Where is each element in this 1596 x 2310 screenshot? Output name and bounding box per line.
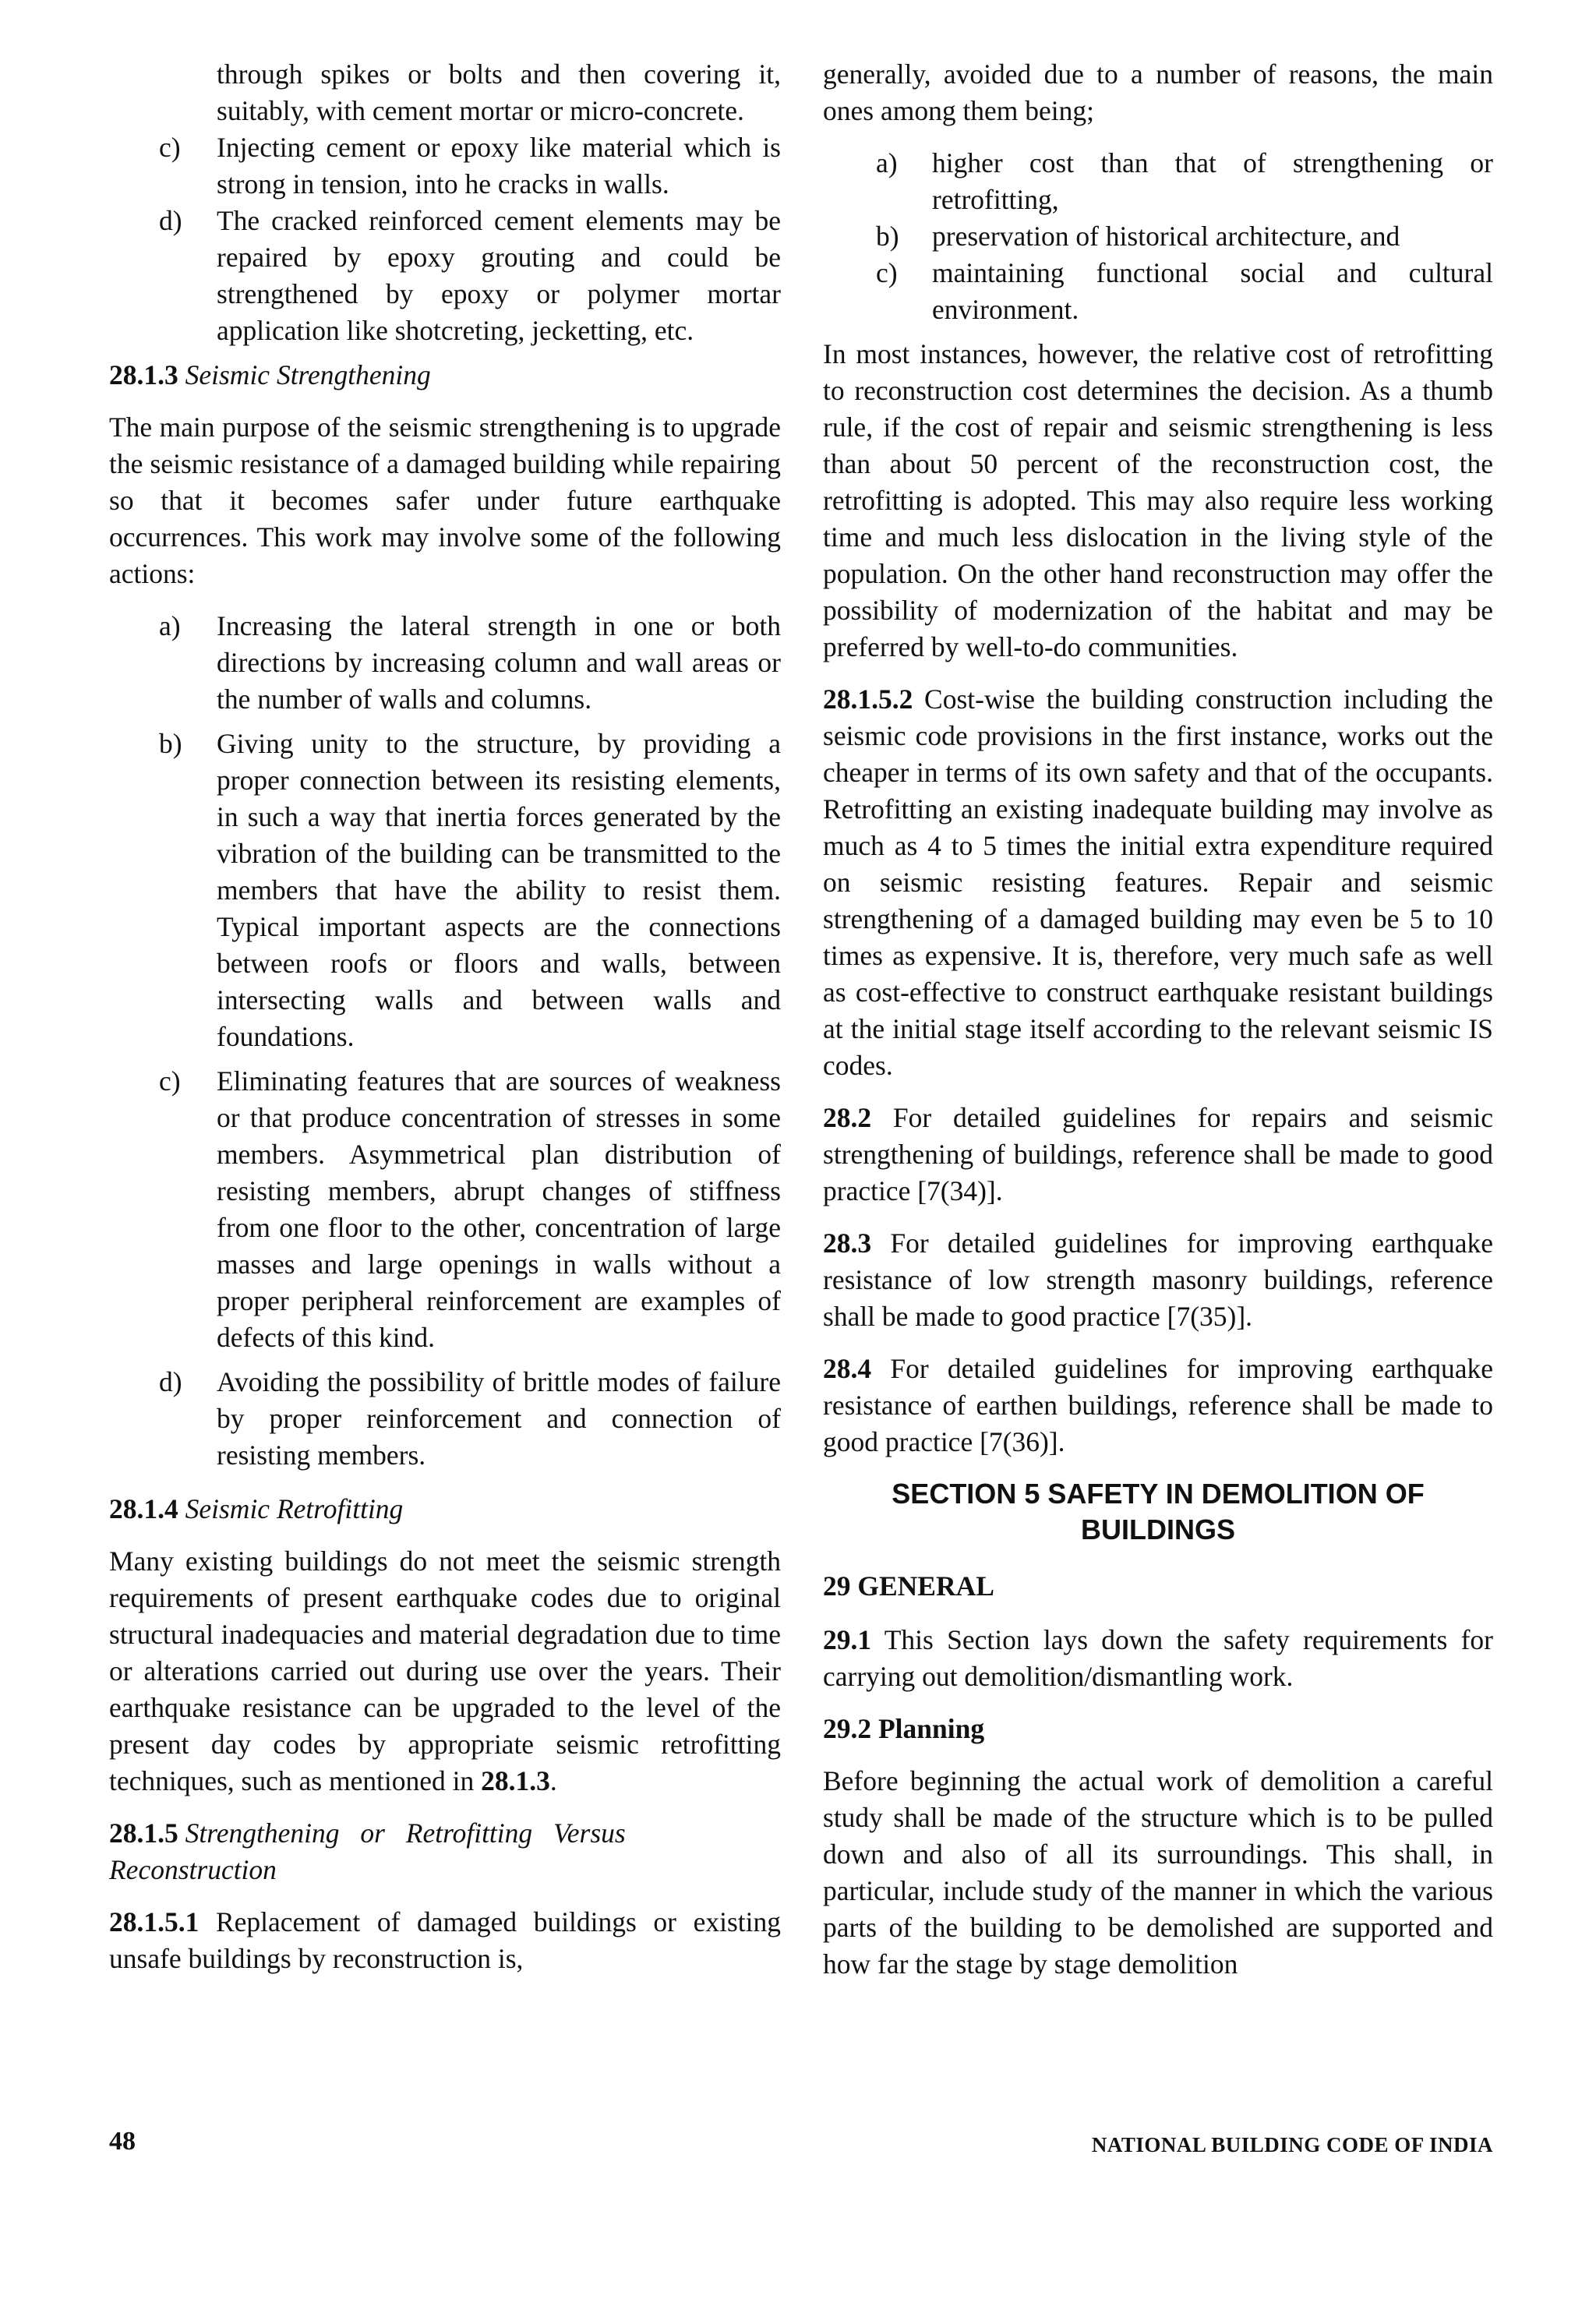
- paragraph-text: This Section lays down the safety requirements for carrying out demolition/dismantling work.: [823, 1624, 1493, 1692]
- clause-title: Strengthening or Retrofitting Versus Reconstruction: [109, 1817, 626, 1885]
- clause-heading-29: 29 GENERAL: [823, 1570, 994, 1602]
- paragraph-28-1-5-2: [823, 681, 1493, 1084]
- clause-heading-28-1-4: [109, 1491, 781, 1528]
- clause-title: Seismic Strengthening: [185, 359, 431, 390]
- list-item-a: [109, 608, 781, 718]
- paragraph-text: Many existing buildings do not meet the seismic strength requirements of present earthquake codes due to original structural inadequacies and material degradation due to time or alterations carried out during use over the years. Their earthquake resistance can be upgraded to the level of the present day codes by appropriate seismic retrofitting techniques, such as mentioned in: [109, 1545, 781, 1796]
- list-item-b: [823, 218, 1493, 255]
- clause-number: 28.2: [823, 1102, 872, 1133]
- list-marker: a): [159, 610, 181, 641]
- left-column: [109, 56, 781, 1993]
- list-marker: a): [876, 147, 898, 178]
- clause-number: 28.3: [823, 1227, 872, 1259]
- list-marker: c): [159, 1065, 181, 1097]
- list-item-text: maintaining functional social and cultural environment.: [932, 257, 1493, 325]
- list-marker: d): [159, 205, 182, 236]
- paragraph-text-end: .: [549, 1765, 557, 1796]
- clause-title: Seismic Retrofitting: [185, 1493, 404, 1524]
- clause-reference: 28.1.3: [481, 1765, 550, 1796]
- paragraph-seismic-retrofitting: [109, 1543, 781, 1800]
- paragraph-text: Replacement of damaged buildings or existing unsafe buildings by reconstruction is,: [109, 1906, 781, 1974]
- list-marker: c): [876, 257, 898, 288]
- clause-number: 28.1.5.1: [109, 1906, 200, 1937]
- clause-number: 29.1: [823, 1624, 872, 1655]
- clause-number: 29.2: [823, 1713, 872, 1744]
- list-item-c: [109, 1063, 781, 1356]
- paragraph-relative-cost: In most instances, however, the relative cost of retrofitting to reconstruction cost determines the decision. As a thumb rule, if the cost of repair and seismic strengthening is less than about 50 percent of the reconstruction cost, the retrofitting is adopted. This may also require less working time and much less dislocation in the living style of the population. On the other hand reconstruction may offer the possibility of modernization of the habitat and may be preferred by well-to-do communities.: [823, 338, 1493, 662]
- clause-heading-28-1-3: [109, 357, 781, 394]
- right-column: [823, 56, 1493, 1998]
- paragraph-28-1-5-1: [109, 1904, 781, 1977]
- page-number: 48: [109, 2127, 136, 2156]
- paragraph-text: Cost-wise the building construction including the seismic code provisions in the first instance, works out the cheaper in terms of its own safety and that of the occupants. Retrofitting an existing inadequate building may involve as much as 4 to 5 times the initial extra expenditure required on seismic resisting features. Repair and seismic strengthening of a damaged building may even be 5 to 10 times as expensive. It is, therefore, very much safe as well as cost-effective to construct earthquake resistant buildings at the initial stage itself according to the relevant seismic IS codes.: [823, 683, 1494, 1081]
- list-item-a: [823, 145, 1493, 218]
- list-continuation-text: through spikes or bolts and then covering it, suitably, with cement mortar or micro-concrete.: [217, 58, 781, 126]
- list-item-text: Eliminating features that are sources of weakness or that produce concentration of stresses in some members. Asymmetrical plan distribution of resisting members, abrupt changes of stiffness from one floor to the other, concentration of large masses and large openings in walls without a proper peripheral reinforcement are examples of defects of this kind.: [217, 1065, 781, 1353]
- list-item-d: [109, 1364, 781, 1474]
- clause-number: 28.4: [823, 1353, 872, 1384]
- list-marker: b): [159, 728, 182, 759]
- list-item-text: Injecting cement or epoxy like material which is strong in tension, into he cracks in walls.: [217, 132, 781, 200]
- list-item-text: higher cost than that of strengthening or retrofitting,: [932, 147, 1493, 215]
- clause-number: 28.1.4: [109, 1493, 178, 1524]
- list-item-c: [109, 129, 781, 203]
- clause-number: 28.1.3: [109, 359, 178, 390]
- list-item-c: [823, 255, 1493, 328]
- list-item-text: The cracked reinforced cement elements may be repaired by epoxy grouting and could be strengthened by epoxy or polymer mortar application like shotcreting, jecketting, etc.: [217, 205, 781, 346]
- paragraph-planning: Before beginning the actual work of demolition a careful study shall be made of the structure which is to be pulled down and also of all its surroundings. This shall, in particular, include study of the manner in which the various parts of the building to be demolished are supported and how far the stage by stage demolition: [823, 1765, 1493, 1980]
- paragraph-seismic-strengthening: The main purpose of the seismic strengthening is to upgrade the seismic resistance of a damaged building while repairing so that it becomes safer under future earthquake occurrences. This work may involve some of the following actions:: [109, 411, 781, 589]
- paragraph-28-4: [823, 1351, 1493, 1461]
- list-item-text: Avoiding the possibility of brittle modes of failure by proper reinforcement and connection of resisting members.: [217, 1366, 781, 1471]
- clause-number: 28.1.5.2: [823, 683, 913, 715]
- clause-heading-29-2: [823, 1711, 1493, 1747]
- list-item-b: [109, 726, 781, 1055]
- list-marker: d): [159, 1366, 182, 1397]
- list-marker: c): [159, 132, 181, 163]
- list-item-text: Increasing the lateral strength in one or both directions by increasing column and wall areas or the number of walls and columns.: [217, 610, 781, 715]
- list-item-d: [109, 203, 781, 349]
- paragraph-29-1: [823, 1622, 1493, 1695]
- paragraph-28-2: [823, 1100, 1493, 1210]
- clause-number: 28.1.5: [109, 1817, 178, 1849]
- list-marker: b): [876, 221, 899, 252]
- list-item-text: preservation of historical architecture, and: [932, 221, 1400, 252]
- paragraph-continuation: generally, avoided due to a number of reasons, the main ones among them being;: [823, 58, 1493, 126]
- running-title: NATIONAL BUILDING CODE OF INDIA: [1091, 2133, 1493, 2156]
- paragraph-text: For detailed guidelines for improving earthquake resistance of low strength masonry buildings, reference shall be made to good practice [7(35)].: [823, 1227, 1494, 1332]
- section-heading: SECTION 5 SAFETY IN DEMOLITION OF BUILDINGS: [892, 1478, 1425, 1545]
- clause-heading-28-1-5: [109, 1815, 781, 1888]
- paragraph-text: For detailed guidelines for repairs and seismic strengthening of buildings, reference shall be made to good practice [7(34)].: [823, 1102, 1493, 1206]
- list-item-text: Giving unity to the structure, by providing a proper connection between its resisting elements, in such a way that inertia forces generated by the vibration of the building can be transmitted to the members that have the ability to resist them. Typical important aspects are the connections between roofs or floors and walls, between intersecting walls and between walls and foundations.: [217, 728, 781, 1052]
- paragraph-28-3: [823, 1225, 1493, 1335]
- paragraph-text: For detailed guidelines for improving earthquake resistance of earthen buildings, reference shall be made to good practice [7(36)].: [823, 1353, 1494, 1457]
- clause-title: Planning: [878, 1713, 985, 1744]
